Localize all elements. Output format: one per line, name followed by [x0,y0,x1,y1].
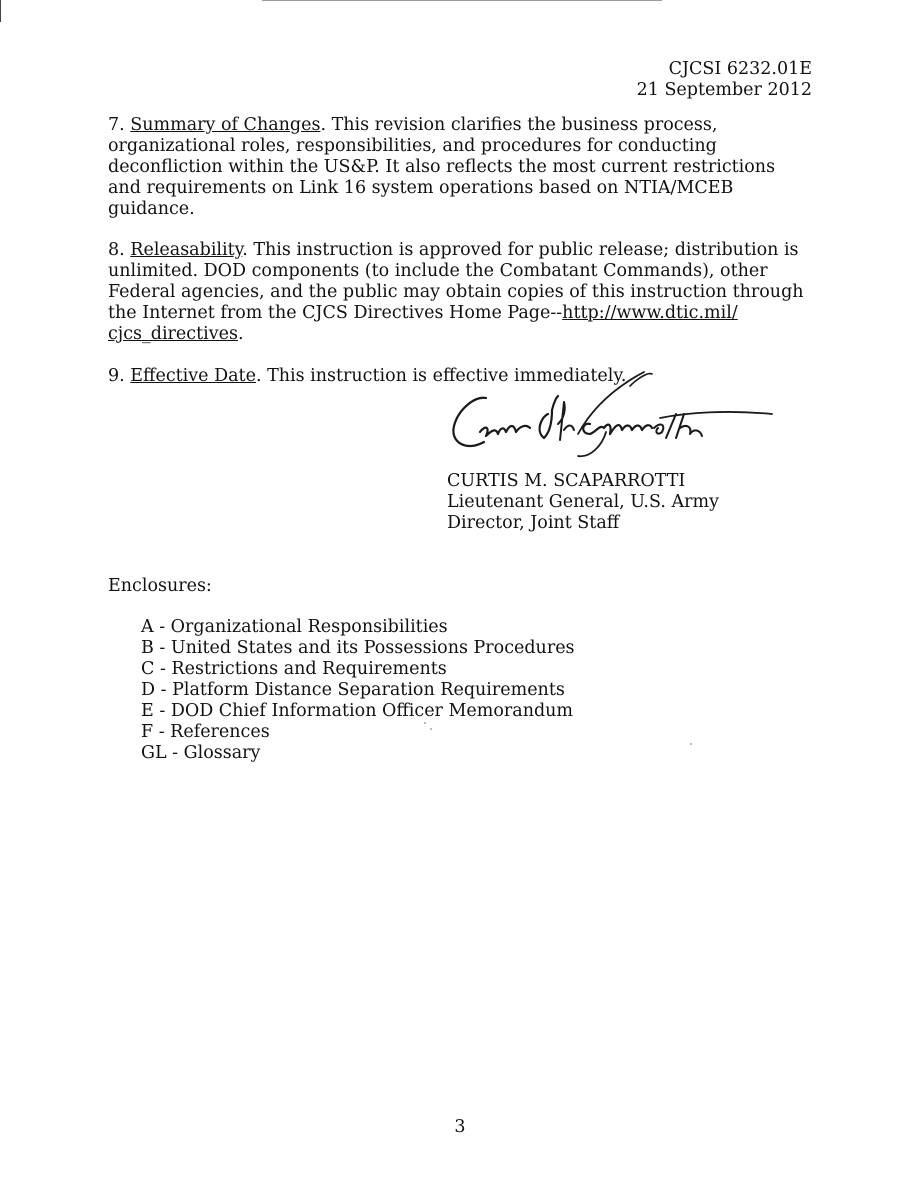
para-8-body: . This instruction is approved for public release; distribution is unlimited. DOD components (to include the Combatant Commands), other Federal agencies, and the public may obtain copies of this instruction through the Internet from the CJCS Directives Home Page-- [108,240,804,323]
document-date: 21 September 2012 [636,80,812,100]
signer-name: CURTIS M. SCAPARROTTI [447,471,686,491]
document-id: CJCSI 6232.01E [668,59,812,79]
signer-title: Director, Joint Staff [447,513,620,533]
para-9-heading: Effective Date [130,366,256,386]
directives-link[interactable]: http://www.dtic.mil/ [562,303,738,323]
document-header [637,59,812,101]
enclosure-item: A - Organizational Responsibilities [141,617,448,637]
enclosure-item: F - References [141,722,270,742]
enclosure-item: GL - Glossary [141,743,261,763]
para-8-number: 8. [108,240,125,260]
signature-block [447,471,719,534]
para-7-heading: Summary of Changes [130,115,321,135]
enclosures-heading: Enclosures: [108,576,212,596]
scan-speck [424,722,426,724]
enclosure-item: B - United States and its Possessions Procedures [141,638,575,658]
page-number: 3 [454,1117,466,1137]
top-rule [262,0,662,1]
enclosure-item: C - Restrictions and Requirements [141,659,447,679]
handwritten-signature [440,362,780,472]
enclosures-list [141,617,575,764]
signer-rank: Lieutenant General, U.S. Army [447,492,719,512]
directives-link-continued[interactable]: cjcs_directives [108,324,238,344]
para-9-number: 9. [108,366,125,386]
scan-speck [430,728,432,730]
para-9-body: . This instruction is effective immediately. [255,366,627,386]
para-8-heading: Releasability [130,240,243,260]
para-7-body: . This revision clarifies the business process, organizational roles, responsibilities, and procedures for conducting deconfliction within the US&P. It also reflects the most current restrictions and requirements on Link 16 system operations based on NTIA/MCEB guidance. [108,115,776,219]
scan-speck [690,743,692,745]
para-8-end: . [237,324,244,344]
paragraph-7 [108,115,813,220]
para-7-number: 7. [108,115,125,135]
enclosure-item: E - DOD Chief Information Officer Memorandum [141,701,574,721]
scan-edge-mark [0,0,1,22]
enclosure-item: D - Platform Distance Separation Requirements [141,680,565,700]
paragraph-8 [108,240,813,345]
